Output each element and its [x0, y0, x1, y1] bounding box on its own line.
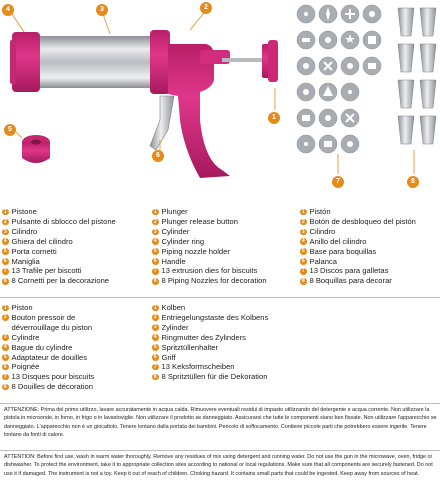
divider	[0, 297, 440, 298]
legend-item: 3 Zylinder	[153, 322, 189, 332]
legend-item: 6 Maniglia	[3, 256, 40, 266]
legend-item: 4 Cylinder ring	[153, 236, 205, 246]
legend-item: 3 Cylindre	[3, 332, 40, 342]
legend-item: 7 13 extrusion dies for biscuits	[153, 266, 258, 276]
legend-item: 1 Pistón	[301, 207, 331, 216]
callout-3: 3	[96, 4, 108, 16]
legend-item: 1 Piston	[3, 303, 33, 312]
legend-item: 6 Griff	[153, 352, 176, 362]
legend-spanish	[300, 207, 416, 286]
legend-item: 2 Bouton pressoir de déverrouillage du piston	[3, 312, 93, 332]
legend-item: 5 Base para boquillas	[301, 246, 377, 256]
legend-item: 7 13 Trafile per biscotti	[3, 266, 82, 276]
callout-4: 4	[2, 4, 14, 16]
callout-8: 8	[407, 176, 419, 188]
legend-item: 6 Palanca	[301, 256, 337, 266]
legend-item: 2 Botón de desbloqueo del pistón	[301, 216, 416, 226]
divider	[0, 450, 440, 451]
legend-item: 7 13 Keksformscheiben	[153, 362, 235, 372]
legend-item: 6 Poignée	[3, 362, 40, 372]
legend-english	[152, 207, 267, 286]
legend-item: 3 Cilindro	[301, 226, 336, 236]
callout-5: 5	[4, 124, 16, 136]
legend-item: 8 8 Piping Nozzles for decoration	[153, 276, 267, 286]
handle	[168, 44, 230, 178]
legend-item: 4 Ghiera del cilindro	[3, 236, 73, 246]
legend-item: 5 Adaptateur de douilles	[3, 352, 88, 362]
plunger	[222, 40, 278, 82]
extrusion-dies	[297, 5, 381, 153]
legend-item: 6 Handle	[153, 256, 186, 266]
legend-item: 4 Bague du cylindre	[3, 342, 73, 352]
legend-item: 5 Porta cornetti	[3, 246, 57, 256]
legend-item: 4 Ringmutter des Zylinders	[153, 332, 246, 342]
legend-item: 5 Spritztüllenhalter	[153, 342, 219, 352]
legend-item: 5 Piping nozzle holder	[153, 246, 230, 256]
divider	[0, 403, 440, 404]
product-illustration	[0, 0, 440, 200]
legend-item: 8 8 Cornetti per la decorazione	[3, 276, 110, 286]
cylinder	[32, 36, 152, 88]
legend-item: 7 13 Discos para galletas	[301, 266, 389, 276]
warning-english: ATTENTION: Before first use, wash in warm water thoroughly. Remove any residues of mix using detergent and running water. Do not use the gun in the microwave, oven, fridge or dishwasher. To protect the environment, take it to appropriate collection sites according to national or local regulations. Make sure that all components are securely fastened. Do not use it if damaged. The instrument is not a toy. Keep it out of reach of children. Choking hazard. It contains small parts that could be ingested. Keep away from sources of heat.	[4, 454, 433, 477]
legend-item: 4 Anillo del cilindro	[301, 236, 367, 246]
legend-item: 2 Entriegelungstaste des Kolbens	[153, 312, 269, 322]
callout-2: 2	[200, 2, 212, 14]
legend-item: 2 Plunger release button	[153, 216, 238, 226]
legend-item: 7 13 Disques pour biscuits	[3, 372, 95, 382]
legend-item: 2 Pulsante di sblocco del pistone	[3, 216, 116, 226]
legend-item: 1 Kolben	[153, 303, 186, 312]
legend-italian	[2, 207, 116, 286]
legend-item: 3 Cylinder	[153, 226, 190, 236]
legend-item: 1 Pistone	[3, 207, 37, 216]
nozzle-holder	[22, 135, 50, 163]
callout-6: 6	[152, 150, 164, 162]
trigger-lever	[150, 96, 174, 150]
piping-nozzles	[398, 8, 436, 144]
legend-german	[152, 303, 312, 382]
legend-item: 8 8 Boquillas para decorar	[301, 276, 392, 286]
legend-item: 8 8 Spritztüllen für die Dekoration	[153, 372, 268, 382]
die-patterns	[302, 7, 376, 147]
legend-item: 1 Plunger	[153, 207, 188, 216]
legend-item: 8 8 Douilles de décoration	[3, 382, 93, 392]
callout-7: 7	[332, 176, 344, 188]
callout-1: 1	[268, 112, 280, 124]
warning-italian: ATTENZIONE: Prima del primo utilizzo, lavare accuratamente in acqua calda. Rimuovere eventuali residui di impasto utilizzando del detergente e acqua corrente. Non utilizzare la pistola in microonde, in forno, in frigo o in lavastoviglie. Non utilizzare il prodotto se danneggiato. Assicurarsi che tutte le componenti siano ben fissate. Non utilizzare l'apparecchio se danneggiato. L'apparecchio non è un giocattolo. Tenere lontano dalla portata dei bambini. Pericolo di soffocamento. Contiene piccole parti che potrebbero essere ingerite. Tenere lontano da fonti di calore.	[4, 407, 437, 439]
rear-cap	[150, 30, 170, 94]
cylinder-ring	[10, 32, 40, 92]
legend-french	[2, 303, 144, 392]
legend-item: 3 Cilindro	[3, 226, 38, 236]
